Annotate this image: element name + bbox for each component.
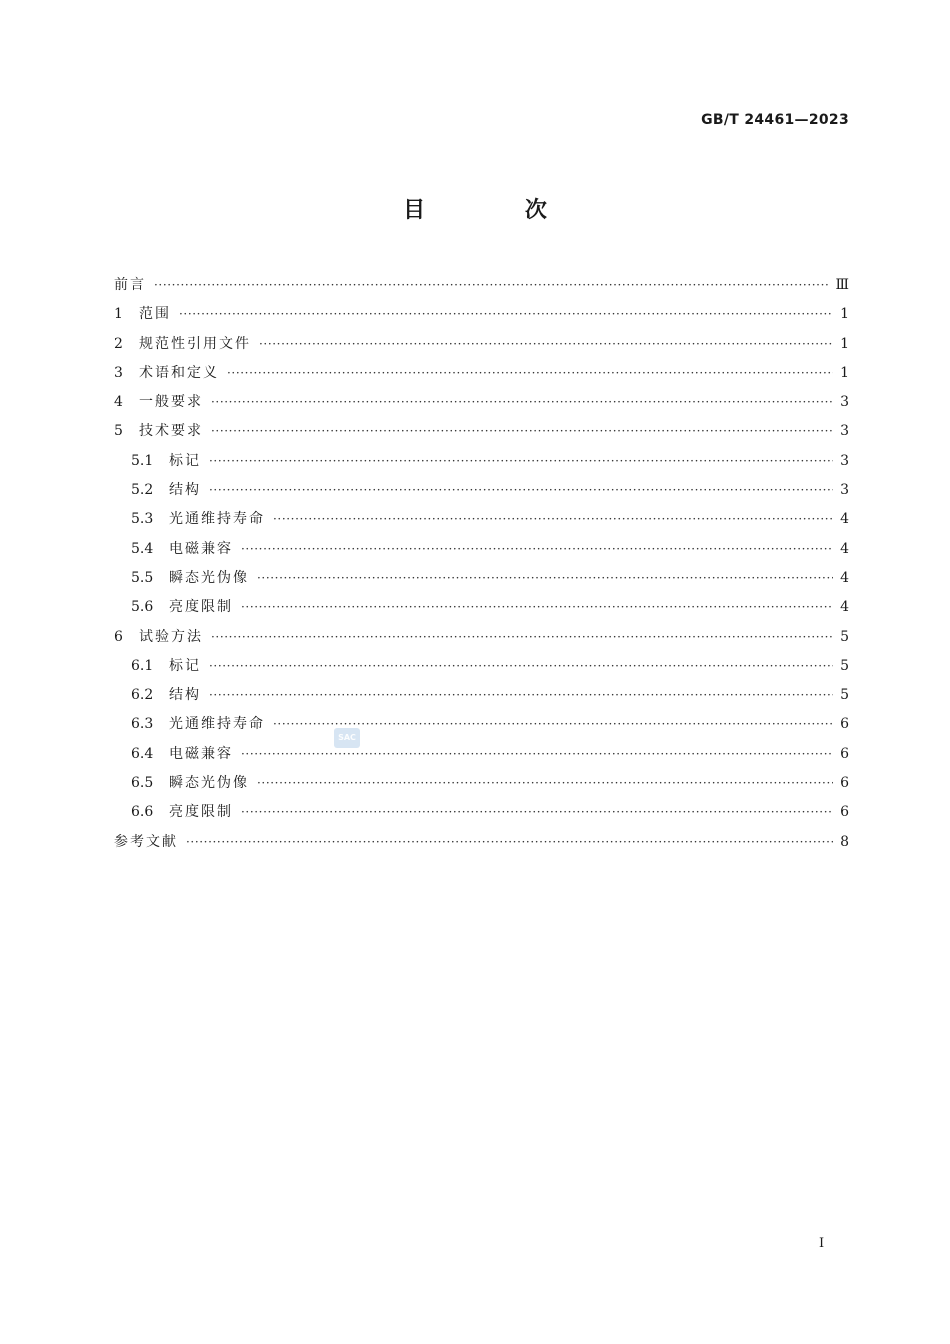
toc-entry-label: 参考文献 bbox=[114, 833, 178, 850]
toc-entry-label: 术语和定义 bbox=[139, 364, 219, 381]
toc-entry-number: 5.5 bbox=[131, 569, 154, 586]
toc-leader-dots bbox=[211, 623, 833, 652]
toc-entry-page: 3 bbox=[840, 423, 849, 440]
toc-entry-label: 光通维持寿命 bbox=[169, 511, 265, 528]
toc-leader-dots bbox=[209, 447, 833, 476]
toc-entry-label: 标记 bbox=[169, 657, 201, 674]
toc-leader-dots bbox=[186, 828, 833, 857]
toc-entry[interactable] bbox=[114, 710, 849, 739]
toc-entry[interactable] bbox=[114, 652, 849, 681]
toc-entry[interactable] bbox=[114, 740, 849, 769]
toc-entry[interactable] bbox=[114, 417, 849, 446]
toc-entry-label: 规范性引用文件 bbox=[139, 335, 251, 352]
toc-entry-number: 6.1 bbox=[131, 657, 154, 674]
toc-entry-page: 3 bbox=[840, 482, 849, 499]
toc-entry-number: 4 bbox=[114, 394, 123, 411]
toc-entry-number: 6.3 bbox=[131, 716, 154, 733]
toc-entry-label: 亮度限制 bbox=[169, 599, 233, 616]
toc-leader-dots bbox=[179, 300, 833, 329]
toc-entry-number: 5.6 bbox=[131, 599, 154, 616]
toc-leader-dots bbox=[241, 798, 833, 827]
toc-entry-number: 6 bbox=[114, 628, 123, 645]
toc-entry[interactable] bbox=[114, 271, 849, 300]
toc-entry-number: 6.6 bbox=[131, 804, 154, 821]
toc-leader-dots bbox=[241, 740, 833, 769]
toc-entry-number: 6.4 bbox=[131, 745, 154, 762]
toc-entry-page: 4 bbox=[840, 569, 849, 586]
page-title: 目 次 bbox=[403, 198, 593, 223]
toc-entry[interactable] bbox=[114, 828, 849, 857]
toc-entry[interactable] bbox=[114, 681, 849, 710]
toc-entry-page: 4 bbox=[840, 511, 849, 528]
toc-entry-label: 瞬态光伪像 bbox=[169, 569, 249, 586]
toc-entry-number: 5.3 bbox=[131, 511, 154, 528]
toc-entry-page: 1 bbox=[840, 306, 849, 323]
toc-entry-label: 范围 bbox=[139, 306, 171, 323]
watermark-logo: SAC bbox=[334, 728, 360, 748]
toc-entry-page: 1 bbox=[840, 364, 849, 381]
table-of-contents bbox=[114, 271, 849, 857]
toc-entry[interactable] bbox=[114, 330, 849, 359]
toc-entry-label: 电磁兼容 bbox=[169, 540, 233, 557]
toc-leader-dots bbox=[211, 388, 833, 417]
toc-entry-page: 1 bbox=[840, 335, 849, 352]
toc-entry[interactable] bbox=[114, 447, 849, 476]
toc-entry[interactable] bbox=[114, 593, 849, 622]
toc-entry[interactable] bbox=[114, 359, 849, 388]
toc-entry-label: 试验方法 bbox=[139, 628, 203, 645]
toc-entry-number: 5.1 bbox=[131, 452, 154, 469]
toc-entry-page: 5 bbox=[840, 687, 849, 704]
toc-entry-page: Ⅲ bbox=[835, 277, 849, 293]
toc-leader-dots bbox=[257, 564, 833, 593]
toc-entry[interactable] bbox=[114, 476, 849, 505]
toc-entry-label: 标记 bbox=[169, 452, 201, 469]
toc-entry-page: 4 bbox=[840, 540, 849, 557]
toc-leader-dots bbox=[154, 271, 829, 300]
toc-entry-label: 光通维持寿命 bbox=[169, 716, 265, 733]
toc-leader-dots bbox=[273, 505, 833, 534]
toc-leader-dots bbox=[227, 359, 833, 388]
toc-entry[interactable] bbox=[114, 505, 849, 534]
toc-entry[interactable] bbox=[114, 769, 849, 798]
toc-leader-dots bbox=[209, 681, 833, 710]
toc-leader-dots bbox=[211, 417, 833, 446]
toc-entry-label: 技术要求 bbox=[139, 423, 203, 440]
toc-leader-dots bbox=[241, 593, 833, 622]
toc-entry[interactable] bbox=[114, 798, 849, 827]
toc-entry[interactable] bbox=[114, 388, 849, 417]
toc-leader-dots bbox=[241, 535, 833, 564]
toc-entry-number: 6.5 bbox=[131, 775, 154, 792]
toc-entry-page: 5 bbox=[840, 657, 849, 674]
toc-entry-number: 5 bbox=[114, 423, 123, 440]
toc-entry[interactable] bbox=[114, 535, 849, 564]
toc-entry-number: 3 bbox=[114, 364, 123, 381]
toc-entry-page: 6 bbox=[840, 775, 849, 792]
toc-entry-page: 4 bbox=[840, 599, 849, 616]
toc-entry-label: 结构 bbox=[169, 687, 201, 704]
toc-entry-page: 3 bbox=[840, 394, 849, 411]
toc-entry[interactable] bbox=[114, 300, 849, 329]
toc-leader-dots bbox=[259, 330, 833, 359]
toc-entry[interactable] bbox=[114, 623, 849, 652]
toc-entry-page: 3 bbox=[840, 452, 849, 469]
toc-entry-page: 6 bbox=[840, 745, 849, 762]
toc-entry-number: 1 bbox=[114, 306, 123, 323]
toc-leader-dots bbox=[209, 652, 833, 681]
toc-entry-page: 6 bbox=[840, 716, 849, 733]
toc-entry-number: 5.2 bbox=[131, 482, 154, 499]
toc-entry-label: 前言 bbox=[114, 277, 146, 293]
toc-entry-number: 6.2 bbox=[131, 687, 154, 704]
toc-entry-page: 8 bbox=[840, 833, 849, 850]
toc-entry-label: 亮度限制 bbox=[169, 804, 233, 821]
toc-entry-label: 瞬态光伪像 bbox=[169, 775, 249, 792]
toc-entry-page: 6 bbox=[840, 804, 849, 821]
page-number: I bbox=[819, 1236, 825, 1251]
toc-entry-label: 结构 bbox=[169, 482, 201, 499]
toc-leader-dots bbox=[209, 476, 833, 505]
standard-number: GB/T 24461—2023 bbox=[701, 112, 849, 128]
toc-entry-page: 5 bbox=[840, 628, 849, 645]
toc-entry-number: 2 bbox=[114, 335, 123, 352]
toc-entry-label: 电磁兼容 bbox=[169, 745, 233, 762]
toc-entry-label: 一般要求 bbox=[139, 394, 203, 411]
toc-entry-number: 5.4 bbox=[131, 540, 154, 557]
toc-leader-dots bbox=[257, 769, 833, 798]
toc-entry[interactable] bbox=[114, 564, 849, 593]
